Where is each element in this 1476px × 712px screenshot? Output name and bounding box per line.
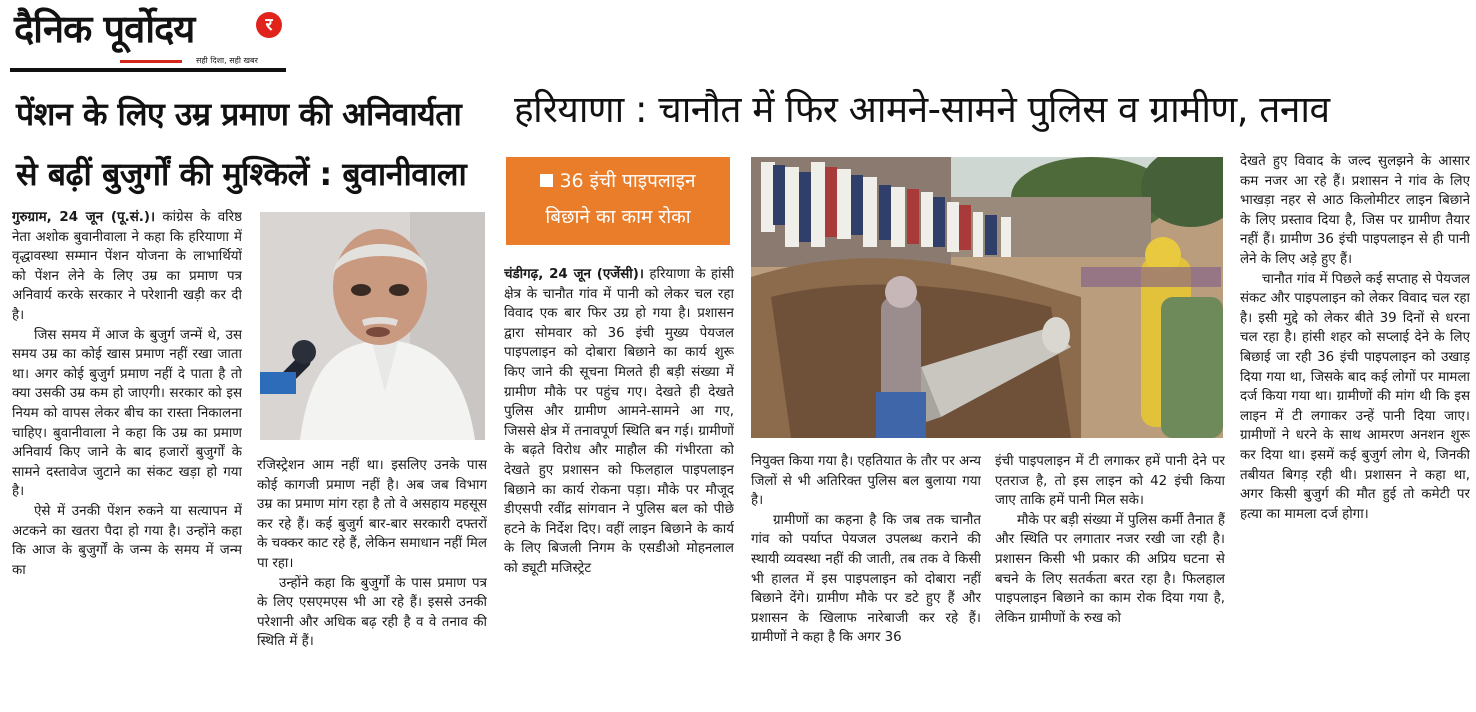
masthead-rule bbox=[10, 68, 286, 72]
main-story-dateline: चंडीगढ़, 24 जून (एजेंसी)। bbox=[504, 267, 644, 282]
left-story-headline bbox=[16, 84, 486, 204]
left-col1-para-2: जिस समय में आज के बुजुर्ग जन्में थे, उस समय उम्र का कोई खास प्रमाण नहीं रखा जाता था। अगर कोई बुजुर्ग प्रमाण नहीं दे पाता है तो क्या उसकी उम्र कम हो जाएगी। सरकार को इस नियम को वापस लेकर बीच का रास्ता निकालना चाहिए। बुवानीवाला ने कहा कि उम्र का प्रमाण अनिवार्य किए जाने के बाद हजारों बुजुर्गों के सामने दस्तावेज जुटाने का संकट खड़ा हो गया है। bbox=[12, 327, 242, 500]
speaker-photo-illustration bbox=[260, 212, 485, 440]
main-col4-para-1: देखते हुए विवाद के जल्द सुलझने के आसार कम नजर आ रहे हैं। प्रशासन ने गांव के लिए भाखड़ा नहर से आठ किलोमीटर लाइन बिछाने के लिए प्रस्ताव दिया है, जिस पर ग्रामीण तैयार नहीं हैं। ग्रामीण 36 इंची पाइपलाइन से ही पानी लेने के लिए अड़े हुए हैं। bbox=[1240, 154, 1470, 267]
left-col2-para-1: रजिस्ट्रेशन आम नहीं था। इसलिए उनके पास कोई कागजी प्रमाण नहीं है। अब जब विभाग उम्र का प्रमाण मांग रहा है तो वे असहाय महसूस कर रहे हैं। कई बुजुर्ग बार-बार सरकारी दफ्तरों के चक्कर काट रहे हैं, लेकिन समाधान नहीं मिल पा रहा। bbox=[257, 458, 487, 571]
masthead-tagline: सही दिशा, सही खबर bbox=[196, 56, 258, 65]
subhead-line-1: 36 इंची पाइपलाइन bbox=[559, 170, 696, 192]
logo-mark: र bbox=[256, 12, 282, 38]
protest-photo-illustration bbox=[751, 157, 1223, 438]
left-col2-para-2: उन्होंने कहा कि बुजुर्गों के पास प्रमाण पत्र के लिए एसएमएस भी आ रहे हैं। इससे उनकी परेशानी और अधिक बढ़ रही है व वे तनाव की स्थिति में हैं। bbox=[257, 575, 487, 650]
main-story-headline: हरियाणा : चानौत में फिर आमने-सामने पुलिस व ग्रामीण, तनाव bbox=[514, 88, 1330, 131]
main-col1-para-1: हरियाणा के हांसी क्षेत्र के चानौत गांव में पानी को लेकर चल रहा विवाद एक बार फिर उग्र हो गया है। प्रशासन द्वारा सोमवार को 36 इंची मुख्य पेयजल पाइपलाइन को दोबारा बिछाने का कार्य शुरू किए जाने की सूचना मिलते ही बड़ी संख्या में ग्रामीण मौके पर पहुंच गए। देखते ही देखते पुलिस और ग्रामीण आमने-सामने आ गए, जिससे क्षेत्र में तनावपूर्ण स्थिति बन गई। ग्रामीणों के बढ़ते विरोध और माहौल की गंभीरता को देखते हुए प्रशासन को फिलहाल पाइपलाइन बिछाने का कार्य रोकना पड़ा। मौके पर मौजूद डीएसपी रवींद्र सांगवान ने पुलिस बल को पीछे हटने के निर्देश दिए। वहीं लाइन बिछाने के कार्य के लिए बिजली निगम के एसडीओ मोहनलाल को ड्यूटी मजिस्ट्रेट bbox=[504, 267, 734, 576]
masthead-title: दैनिक पूर्वोदय bbox=[14, 7, 195, 51]
bullet-square-icon bbox=[540, 174, 553, 187]
speaker-photo bbox=[260, 212, 485, 440]
main-col4-para-2: चानौत गांव में पिछले कई सप्ताह से पेयजल संकट और पाइपलाइन को लेकर विवाद चल रहा है। इसी मुद्दे को लेकर बीते 39 दिनों से धरना चल रहा है। हांसी शहर को सप्लाई देने के लिए बिछाई जा रही 36 इंची पाइपलाइन को उखाड़ दिया गया था, जिसके बाद कई लोगों पर मामला दर्ज किया गया था। ग्रामीणों की मांग थी कि इस लाइन में टी लगाकर उन्हें पानी दिया जाए। ग्रामीणों ने धरने के साथ आमरण अनशन शुरू कर दिया था। इसमें कई बुजुर्ग लोग थे, जिनकी तबीयत बिगड़ रही थी। प्रशासन ने कहा था, अगर किसी बुजुर्ग की मौत हुई तो कमेटी पर हत्या का मामला दर्ज होगा। bbox=[1240, 271, 1470, 522]
main-col3-para-1: इंची पाइपलाइन में टी लगाकर हमें पानी देने पर एतराज है, तो इस लाइन को 42 इंची किया जाए ताकि हमें पानी मिल सके। bbox=[995, 454, 1225, 509]
left-col1-para-3: ऐसे में उनकी पेंशन रुकने या सत्यापन में अटकने का खतरा पैदा हो गया है। उन्होंने कहा कि आज के बुजुर्गों के जन्म के समय में जन्म का bbox=[12, 503, 242, 578]
logo-accent-line bbox=[120, 60, 182, 63]
subhead-line-2: बिछाने का काम रोका bbox=[545, 206, 691, 228]
protest-photo bbox=[751, 157, 1223, 438]
left-headline-line-1: पेंशन के लिए उम्र प्रमाण की अनिवार्यता bbox=[16, 95, 462, 133]
left-story-dateline: गुरुग्राम, 24 जून (पू.सं.)। bbox=[12, 210, 156, 225]
main-story-column-2 bbox=[751, 452, 981, 708]
left-story-column-1 bbox=[12, 208, 242, 708]
main-col2-para-1: नियुक्त किया गया है। एहतियात के तौर पर अन्य जिलों से भी अतिरिक्त पुलिस बल बुलाया गया है। bbox=[751, 454, 981, 509]
main-col3-para-2: मौके पर बड़ी संख्या में पुलिस कर्मी तैनात हैं और स्थिति पर लगातार नजर रखी जा रही है। प्रशासन किसी भी प्रकार की अप्रिय घटना से बचने के लिए सतर्कता बरत रहा है। फिलहाल पाइपलाइन बिछाने का काम रोक दिया गया है, लेकिन ग्रामीणों के रुख को bbox=[995, 512, 1225, 626]
main-story-column-1 bbox=[504, 265, 734, 710]
main-story-subhead bbox=[506, 157, 730, 245]
left-headline-line-2: से बढ़ीं बुजुर्गों की मुश्किलें : बुवानीवाला bbox=[16, 155, 467, 193]
main-story-column-3 bbox=[995, 452, 1225, 708]
left-col1-para-1: कांग्रेस के वरिष्ठ नेता अशोक बुवानीवाला ने कहा कि हरियाणा में वृद्धावस्था सम्मान पेंशन योजना के लाभार्थियों को पेंशन लेने के लिए उम्र का प्रमाण पत्र अनिवार्य करके सरकार ने परेशानी खड़ी कर दी है। bbox=[12, 210, 242, 323]
main-col2-para-2: ग्रामीणों का कहना है कि जब तक चानौत गांव को पर्याप्त पेयजल उपलब्ध कराने की स्थायी व्यवस्था नहीं की जाती, तब तक वे किसी भी हालत में इस पाइपलाइन को दोबारा नहीं बिछाने देंगे। ग्रामीण मौके पर डटे हुए हैं और प्रशासन के खिलाफ नारेबाजी कर रहे हैं। ग्रामीणों ने कहा है कि अगर 36 bbox=[751, 512, 981, 646]
left-story-column-2 bbox=[257, 456, 487, 706]
main-story-column-4 bbox=[1240, 152, 1470, 708]
